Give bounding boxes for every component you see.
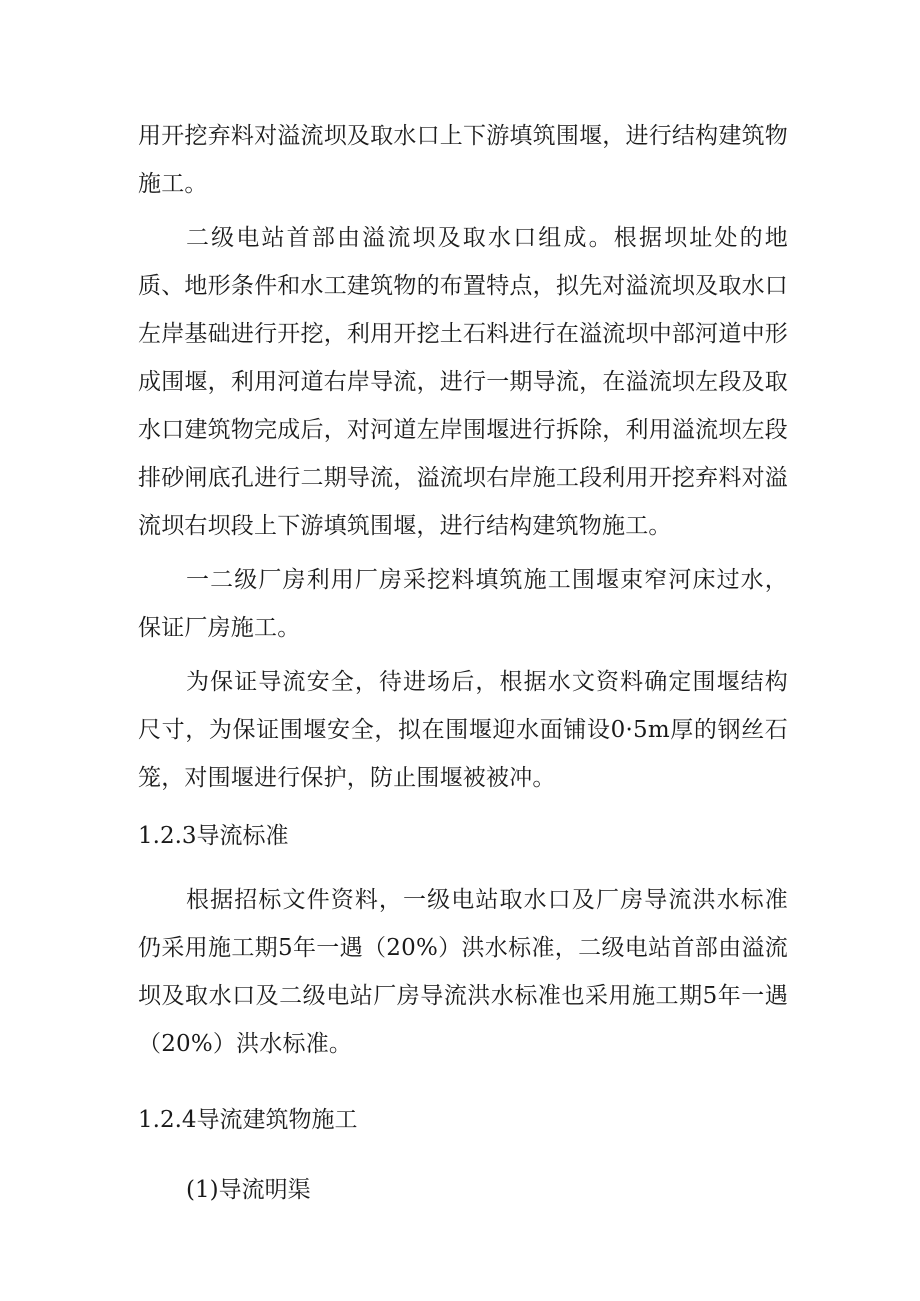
- paragraph-second-station-headworks: 二级电站首部由溢流坝及取水口组成。根据坝址处的地质、地形条件和水工建筑物的布置特点，拟先对溢流坝及取水口左岸基础进行开挖，利用开挖土石料进行在溢流坝中部河道中形成围堰，利用河道右岸导流，进行一期导流，在溢流坝左段及取水口建筑物完成后，对河道左岸围堰进行拆除，利用溢流坝左段排砂闸底孔进行二期导流，溢流坝右岸施工段利用开挖弃料对溢流坝右坝段上下游填筑围堰，进行结构建筑物施工。: [138, 225, 788, 539]
- document-page: [138, 112, 788, 1214]
- subheading-diversion-channel: (1)导流明渠: [186, 1177, 311, 1203]
- section-heading-1-2-3: 1.2.3导流标准: [138, 823, 289, 849]
- paragraph-powerhouse-cofferdam: 一二级厂房利用厂房采挖料填筑施工围堰束窄河床过水，保证厂房施工。: [138, 567, 788, 641]
- paragraph-diversion-standard: 根据招标文件资料，一级电站取水口及厂房导流洪水标准仍采用施工期5年一遇（20%）洪水标准，二级电站首部由溢流坝及取水口及二级电站厂房导流洪水标准也采用施工期5年一遇（20%）洪水标准。: [138, 887, 788, 1057]
- paragraph-diversion-safety: 为保证导流安全，待进场后，根据水文资料确定围堰结构尺寸，为保证围堰安全，拟在围堰迎水面铺设0·5m厚的钢丝石笼，对围堰进行保护，防止围堰被被冲。: [138, 669, 788, 791]
- section-heading-1-2-4: 1.2.4导流建筑物施工: [138, 1107, 358, 1133]
- paragraph-cofferdam-construction: 用开挖弃料对溢流坝及取水口上下游填筑围堰，进行结构建筑物施工。: [138, 123, 788, 197]
